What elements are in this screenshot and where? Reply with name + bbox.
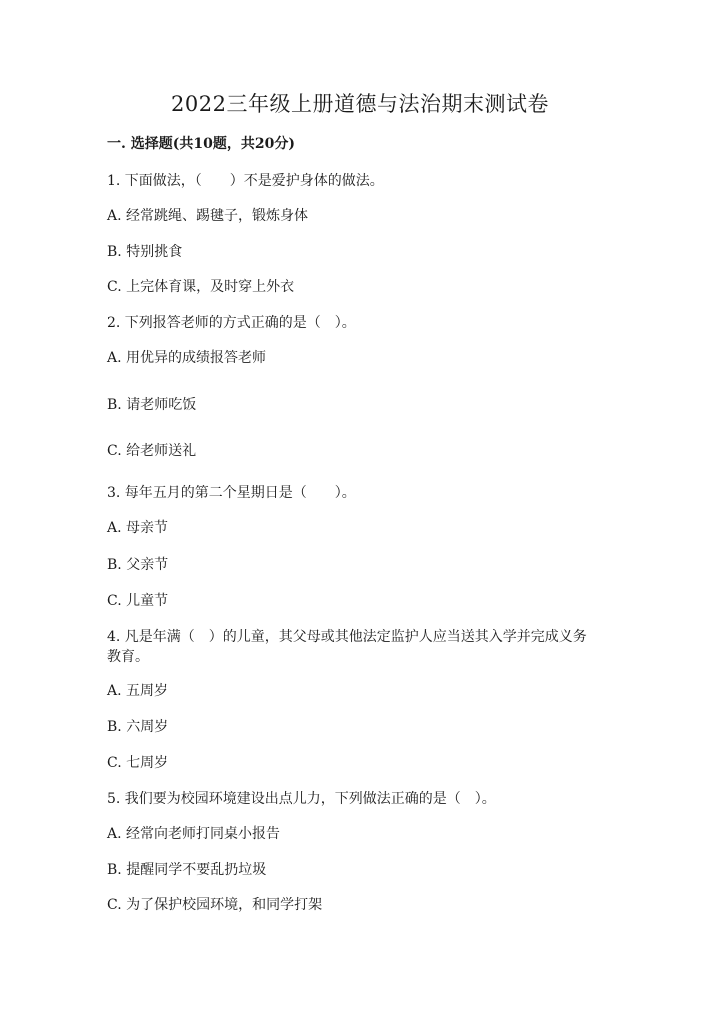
question-3-option-c: C. 儿童节 (107, 593, 169, 609)
question-4-option-a: A. 五周岁 (107, 683, 169, 699)
question-3-stem: 3. 每年五月的第二个星期日是（ ）。 (107, 485, 356, 501)
question-2-option-b: B. 请老师吃饭 (107, 397, 197, 413)
question-3-option-a: A. 母亲节 (107, 520, 169, 536)
question-1-option-b: B. 特别挑食 (107, 244, 183, 260)
question-3-option-b: B. 父亲节 (107, 557, 169, 573)
question-4-option-b: B. 六周岁 (107, 719, 169, 735)
question-2-stem: 2. 下列报答老师的方式正确的是（ ）。 (107, 315, 356, 331)
question-4-stem-continuation: 教育。 (107, 649, 149, 665)
question-2-option-a: A. 用优异的成绩报答老师 (107, 350, 267, 366)
section-heading: 一. 选择题(共10题，共20分) (107, 136, 295, 152)
question-2-option-c: C. 给老师送礼 (107, 443, 197, 459)
question-1-option-a: A. 经常跳绳、踢毽子，锻炼身体 (107, 208, 309, 224)
question-4-option-c: C. 七周岁 (107, 755, 169, 771)
question-5-option-c: C. 为了保护校园环境，和同学打架 (107, 897, 323, 913)
question-5-option-a: A. 经常向老师打同桌小报告 (107, 826, 281, 842)
question-1-stem: 1. 下面做法，（ ）不是爱护身体的做法。 (107, 173, 384, 189)
question-1-option-c: C. 上完体育课，及时穿上外衣 (107, 279, 295, 295)
document-title: 2022三年级上册道德与法治期末测试卷 (171, 92, 549, 116)
question-5-stem: 5. 我们要为校园环境建设出点儿力，下列做法正确的是（ ）。 (107, 791, 496, 807)
question-5-option-b: B. 提醒同学不要乱扔垃圾 (107, 862, 267, 878)
question-4-stem: 4. 凡是年满（ ）的儿童，其父母或其他法定监护人应当送其入学并完成义务 (107, 629, 587, 645)
